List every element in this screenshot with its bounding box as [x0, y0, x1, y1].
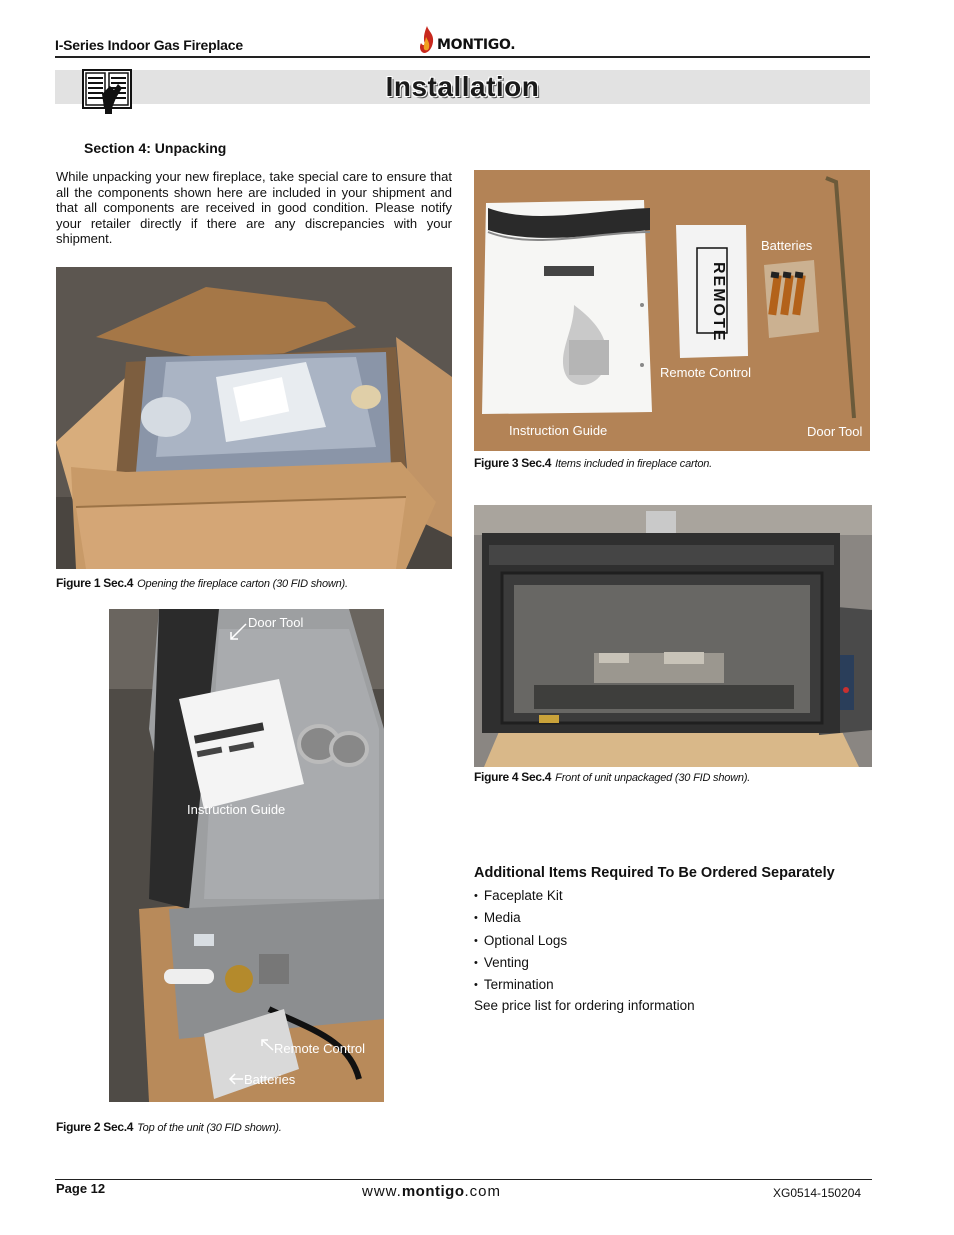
figure-2-caption [56, 1120, 282, 1134]
figure-2-label-batteries: Batteries [244, 1072, 296, 1087]
page-number: Page 12 [56, 1181, 106, 1196]
figure-2-label: Figure 2 Sec.4 [56, 1120, 134, 1134]
figure-3-label-instruction-guide: Instruction Guide [509, 423, 608, 438]
document-code: XG0514-150204 [773, 1186, 862, 1200]
figure-2-label-door-tool: Door Tool [248, 615, 304, 630]
brand-logo [418, 25, 515, 55]
figure-3-label-remote-control: Remote Control [660, 365, 752, 380]
figure-2-label-instruction-guide: Instruction Guide [187, 802, 286, 817]
figure-4-photo [474, 505, 872, 767]
website-suffix: .com [464, 1183, 502, 1200]
remote-box-text: REMOTE [710, 262, 727, 343]
figure-3-caption [474, 456, 712, 470]
list-item: • Venting [474, 954, 567, 976]
figure-1-caption-text: Opening the fireplace carton (30 FID shown). [137, 578, 348, 590]
figure-3-label: Figure 3 Sec.4 [474, 456, 552, 470]
logo-text: MONTIGO. [437, 37, 516, 53]
additional-items-list [474, 887, 567, 998]
figure-4-caption [474, 770, 750, 784]
website-prefix: www. [362, 1183, 402, 1200]
arrow-icon [260, 1038, 274, 1052]
arrow-icon [228, 622, 248, 642]
figure-2-photo [109, 609, 384, 1102]
figure-4-label: Figure 4 Sec.4 [474, 770, 552, 784]
figure-3-caption-text: Items included in fireplace carton. [555, 458, 713, 470]
list-item: • Termination [474, 976, 567, 998]
additional-items-title: Additional Items Required To Be Ordered Separately [474, 865, 835, 881]
figure-2-caption-text: Top of the unit (30 FID shown). [137, 1122, 282, 1134]
figure-4-caption-text: Front of unit unpackaged (30 FID shown). [555, 772, 751, 784]
footer-rule [55, 1179, 872, 1180]
arrow-icon [228, 1073, 244, 1085]
series-title: I-Series Indoor Gas Fireplace [55, 37, 243, 53]
figure-2-label-remote-control: Remote Control [274, 1041, 366, 1056]
figure-1-caption [56, 576, 348, 590]
list-item: • Media [474, 909, 567, 931]
list-item: • Optional Logs [474, 932, 567, 954]
figure-1-photo [56, 267, 452, 569]
section-title: Section 4: Unpacking [84, 140, 227, 156]
website-url [362, 1183, 501, 1200]
figure-3-photo [474, 170, 870, 451]
list-item: • Faceplate Kit [474, 887, 567, 909]
figure-1-label: Figure 1 Sec.4 [56, 576, 134, 590]
figure-3-label-door-tool: Door Tool [807, 424, 863, 439]
figure-3-label-batteries: Batteries [761, 238, 813, 253]
intro-paragraph: While unpacking your new fireplace, take special care to ensure that all the components shown here are included in your shipment and that all components are received in good condition. Please notify your retailer directly if there are any discrepancies with your shipment. [56, 169, 452, 247]
website-brand: montigo [401, 1183, 465, 1200]
banner-title: Installation [385, 71, 540, 102]
price-list-note: See price list for ordering information [474, 998, 695, 1013]
header-rule [55, 56, 870, 58]
flame-icon [418, 25, 436, 55]
